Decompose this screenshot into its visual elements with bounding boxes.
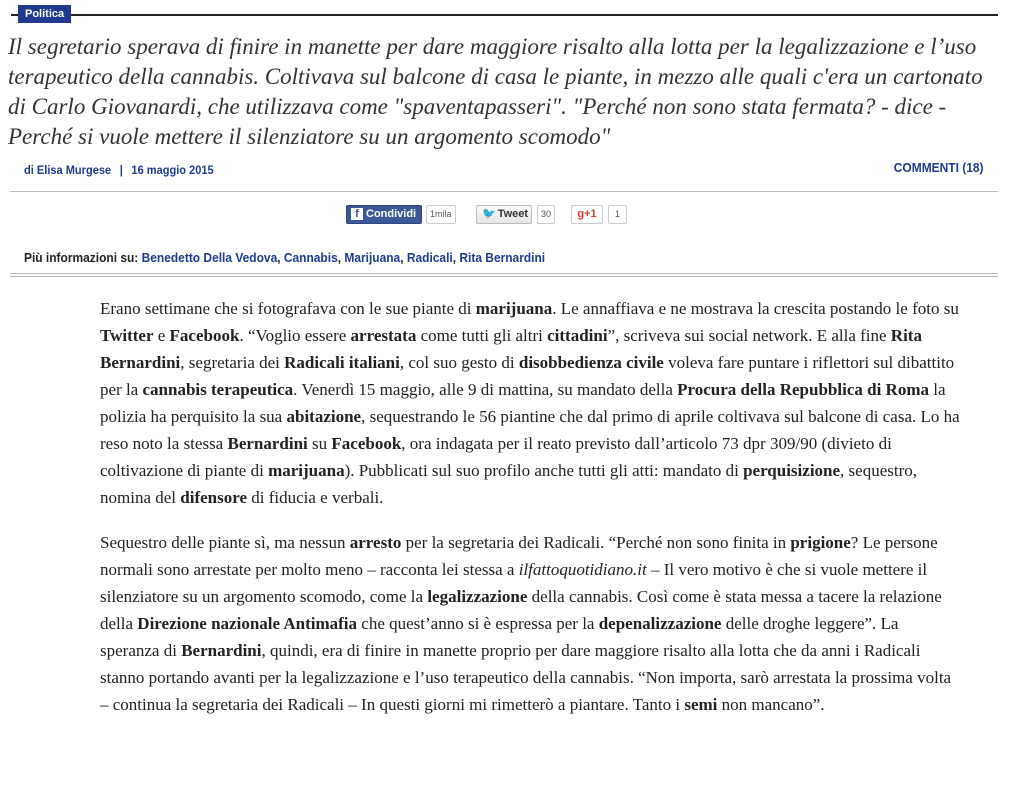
text-run: che quest’anno si è espressa per la	[357, 614, 599, 633]
text-run: non mancano”.	[717, 695, 825, 714]
author-link[interactable]: Elisa Murgese	[36, 163, 112, 177]
text-run: delle droghe leggere”. La speranza di	[100, 614, 899, 660]
byline-prefix: di	[24, 163, 34, 177]
bold-text: abitazione	[286, 407, 362, 426]
article-paragraph	[100, 529, 960, 718]
bold-text: Bernardini	[227, 434, 308, 453]
bold-text: Facebook	[331, 434, 402, 453]
divider	[10, 191, 998, 192]
tag-link[interactable]: Marijuana	[344, 250, 401, 265]
bold-text: Direzione nazionale Antimafia	[137, 614, 358, 633]
text-run: ”, scriveva sui social network. E alla fine	[607, 326, 891, 345]
google-plus-count: 1	[608, 205, 627, 224]
article-body	[100, 295, 960, 736]
bold-text: arresto	[349, 533, 402, 552]
tag-link[interactable]: Rita Bernardini	[459, 250, 546, 265]
facebook-icon: f	[351, 208, 363, 220]
tag-separator: ,	[400, 250, 407, 265]
bold-text: marijuana	[268, 461, 345, 480]
bold-text: prigione	[790, 533, 851, 552]
more-info	[24, 250, 545, 265]
text-run: su	[307, 434, 332, 453]
text-run: , sequestro, nomina del	[100, 461, 918, 507]
tweet-count: 30	[537, 205, 555, 224]
text-run: la polizia ha perquisito la sua	[100, 380, 946, 426]
more-info-label: Più informazioni su:	[24, 250, 139, 265]
tag-separator: ,	[452, 250, 460, 265]
google-plus-label: +1	[584, 208, 597, 220]
facebook-share-label: Condividi	[366, 208, 417, 220]
article-paragraph	[100, 295, 960, 511]
category-bar	[11, 4, 998, 26]
facebook-share-count: 1mila	[426, 205, 456, 224]
text-run: , segretaria dei	[180, 353, 285, 372]
text-run: di fiducia e verbali.	[247, 488, 384, 507]
twitter-bird-icon: 🐦	[482, 208, 496, 220]
text-run: – Il vero motivo è che si vuole mettere il silenziatore su un argomento scomodo, come la	[100, 560, 928, 606]
text-run: , quindi, era di finire in manette proprio per dare maggiore risalto alla lotta che da anni i Radicali stanno portando avanti per la legalizzazione e l’uso terapeutico della cannabis. “Non importa, sarò arrestata la prossima volta – continua la segretaria dei Radicali – In questi giorni mi rimetterò a piantare. Tanto i	[100, 641, 952, 714]
bold-text: cittadini	[547, 326, 608, 345]
text-run: , sequestrando le 56 piantine che dal primo di aprile coltivava sul balcone di casa. Lo ha reso noto la stessa	[100, 407, 960, 453]
tweet-button[interactable]	[476, 205, 532, 224]
tag-list	[142, 250, 545, 265]
tag-separator: ,	[277, 250, 284, 265]
google-plus-button[interactable]	[571, 205, 603, 224]
bold-text: disobbedienza civile	[518, 353, 664, 372]
facebook-share-button[interactable]	[346, 205, 422, 224]
tag-link[interactable]: Cannabis	[283, 250, 338, 265]
text-run: , col suo gesto di	[399, 353, 519, 372]
text-run: come tutti gli altri	[416, 326, 548, 345]
text-run: Sequestro delle piante sì, ma nessun	[100, 533, 350, 552]
bold-text: depenalizzazione	[598, 614, 722, 633]
bold-text: Radicali italiani	[284, 353, 400, 372]
divider	[10, 276, 998, 277]
text-run: . Venerdì 15 maggio, alle 9 di mattina, su mandato della	[293, 380, 678, 399]
text-run: voleva fare puntare i riflettori sul dibattito per la	[100, 353, 955, 399]
bold-text: marijuana	[475, 299, 553, 318]
italic-text: ilfattoquotidiano.it	[518, 560, 647, 579]
bold-text: arrestata	[350, 326, 417, 345]
bold-text: legalizzazione	[427, 587, 528, 606]
bold-text: Bernardini	[181, 641, 262, 660]
bold-text: Procura della Repubblica di Roma	[677, 380, 929, 399]
text-run: . “Voglio essere	[239, 326, 351, 345]
text-run: Erano settimane che si fotografava con le sue piante di	[100, 299, 476, 318]
text-run: ). Pubblicati sul suo profilo anche tutti gli atti: mandato di	[344, 461, 744, 480]
comments-link[interactable]: COMMENTI (18)	[893, 160, 983, 175]
tag-link[interactable]: Benedetto Della Vedova	[141, 250, 278, 265]
bold-text: perquisizione	[743, 461, 841, 480]
text-run: per la segretaria dei Radicali. “Perché non sono finita in	[401, 533, 791, 552]
text-run: , ora indagata per il reato previsto dall’articolo 73 dpr 309/90 (divieto di coltivazione di piante di	[100, 434, 892, 480]
text-run: della cannabis. Così come è stata messa a tacere la relazione della	[100, 587, 942, 633]
text-run: ? Le persone normali sono arrestate per molto meno – racconta lei stessa a	[100, 533, 938, 579]
bold-text: difensore	[180, 488, 248, 507]
bold-text: cannabis terapeutica	[142, 380, 294, 399]
publish-date: 16 maggio 2015	[131, 163, 214, 177]
text-run: . Le annaffiava e ne mostrava la crescita postando le foto su	[552, 299, 959, 318]
byline-separator: |	[119, 163, 123, 177]
bold-text: semi	[684, 695, 718, 714]
article-subtitle: Il segretario sperava di finire in manette per dare maggiore risalto alla lotta per la legalizzazione e l’uso terapeutico della cannabis. Coltivava sul balcone di casa le piante, in mezzo alle quali c'era un cartonato di Carlo Giovanardi, che utilizzava come "spaventapasseri". "Perché non sono stata fermata? - dice - Perché si vuole mettere il silenziatore su un argomento scomodo"	[8, 34, 983, 149]
byline	[24, 163, 214, 177]
google-plus-icon: g	[577, 208, 585, 220]
bold-text: Rita Bernardini	[100, 326, 922, 372]
tweet-label: Tweet	[497, 208, 529, 220]
category-rule	[11, 14, 998, 16]
bold-text: Twitter	[100, 326, 154, 345]
tag-link[interactable]: Radicali	[406, 250, 453, 265]
category-tag[interactable]: Politica	[18, 5, 71, 23]
bold-text: Facebook	[169, 326, 240, 345]
text-run: e	[153, 326, 170, 345]
tag-separator: ,	[337, 250, 345, 265]
divider	[10, 273, 998, 274]
